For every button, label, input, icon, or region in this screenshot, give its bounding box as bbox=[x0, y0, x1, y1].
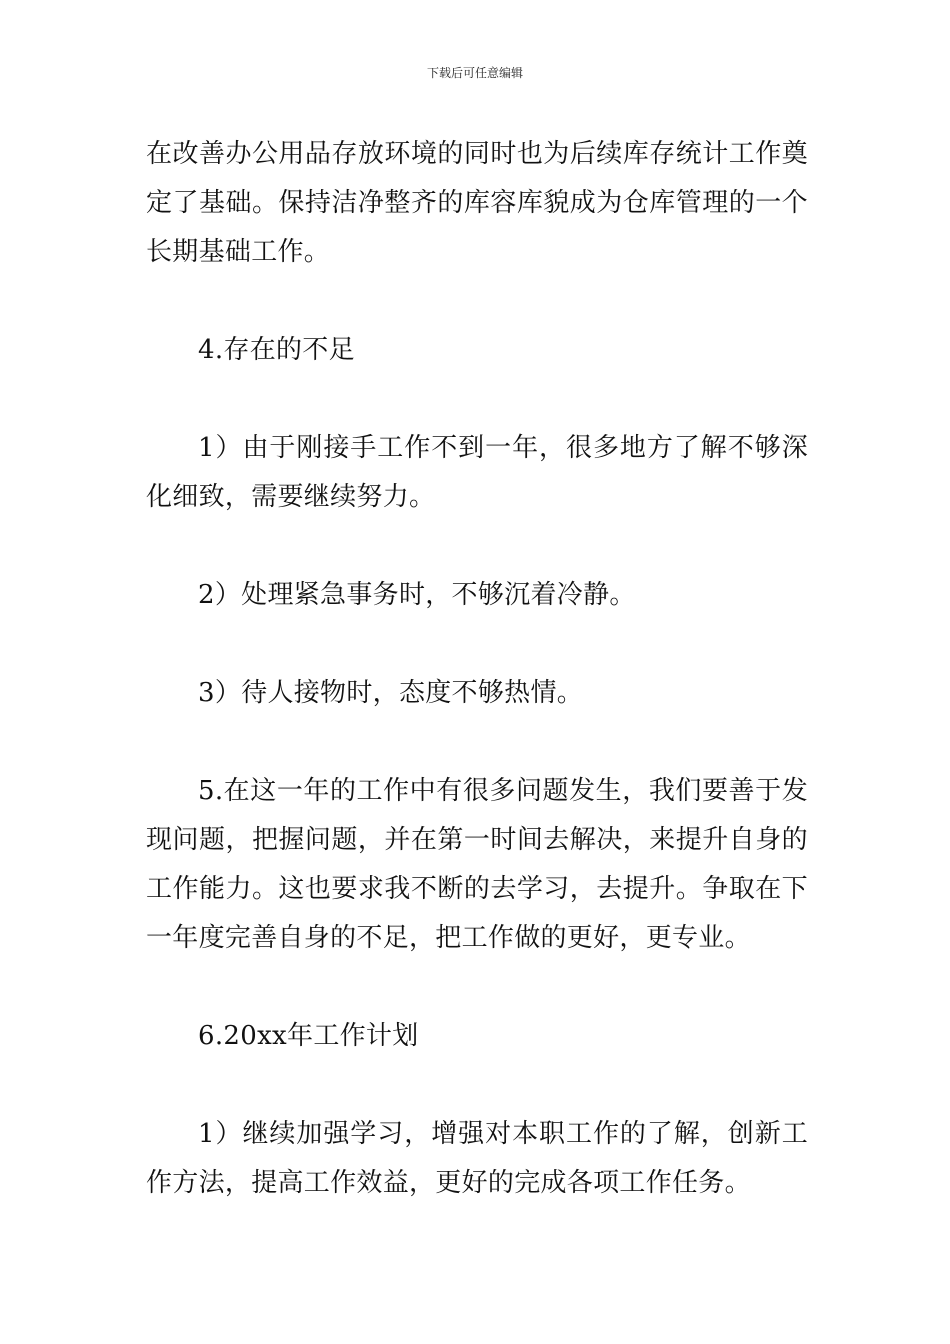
paragraph-spacer bbox=[146, 522, 808, 571]
list-item-shortcoming-1: 1）由于刚接手工作不到一年，很多地方了解不够深化细致，需要继续努力。 bbox=[146, 433, 808, 512]
list-item-shortcoming-3: 3）待人接物时，态度不够热情。 bbox=[198, 678, 584, 708]
heading-shortcomings: 4.存在的不足 bbox=[198, 335, 355, 365]
paragraph-spacer bbox=[146, 1061, 808, 1110]
paragraph-spacer bbox=[146, 718, 808, 767]
paragraph-spacer bbox=[146, 963, 808, 1012]
list-item-shortcoming-2: 2）处理紧急事务时，不够沉着冷静。 bbox=[198, 580, 636, 610]
document-body bbox=[146, 130, 808, 1208]
paragraph-spacer bbox=[146, 375, 808, 424]
list-item-plan-1: 1）继续加强学习，增强对本职工作的了解，创新工作方法，提高工作效益，更好的完成各项工作任务。 bbox=[146, 1119, 808, 1198]
paragraph-spacer bbox=[146, 277, 808, 326]
heading-work-plan: 6.20xx年工作计划 bbox=[198, 1021, 419, 1051]
paragraph-spacer bbox=[146, 620, 808, 669]
paragraph-problem-solving: 5.在这一年的工作中有很多问题发生，我们要善于发现问题，把握问题，并在第一时间去解决，来提升自身的工作能力。这也要求我不断的去学习，去提升。争取在下一年度完善自身的不足，把工作做的更好，更专业。 bbox=[146, 776, 808, 953]
page-header-note: 下载后可任意编辑 bbox=[426, 66, 523, 80]
paragraph-storage-foundation: 在改善办公用品存放环境的同时也为后续库存统计工作奠定了基础。保持洁净整齐的库容库貌成为仓库管理的一个长期基础工作。 bbox=[146, 139, 808, 267]
